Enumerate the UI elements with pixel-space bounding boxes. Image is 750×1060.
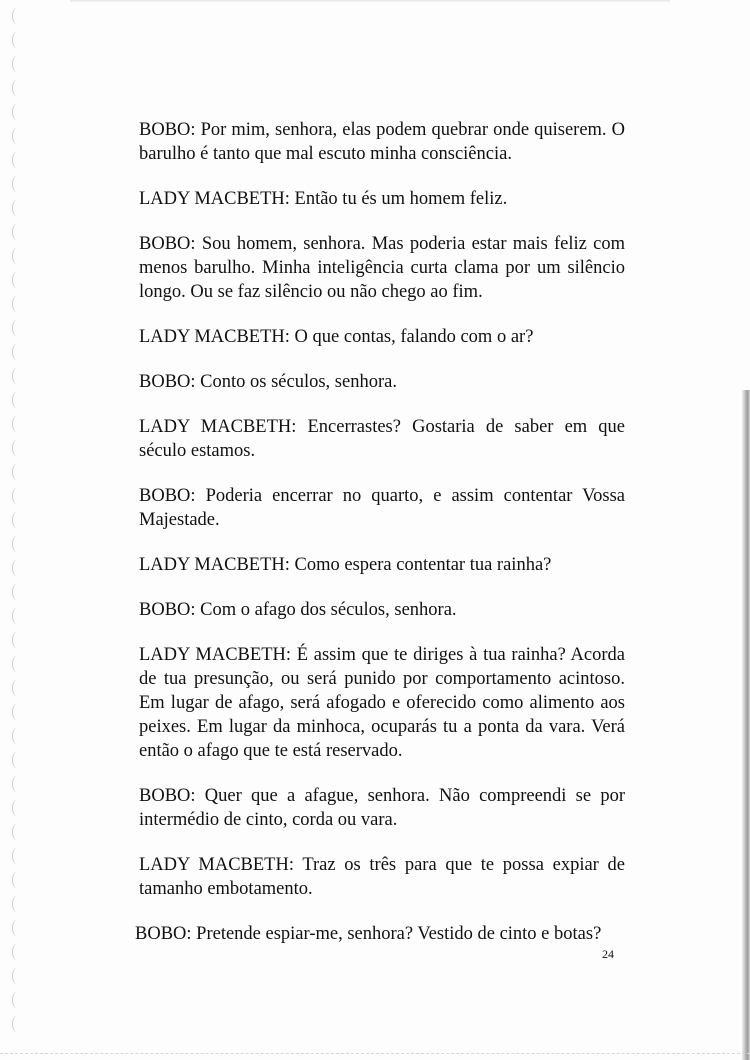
dialogue-line: LADY MACBETH: Como espera contentar tua rainha? [139,555,552,575]
binding-hole [12,368,22,384]
binding-holes [12,8,34,1048]
dialogue-text [135,118,625,967]
binding-hole [12,656,22,672]
binding-hole [12,536,22,552]
binding-hole [12,464,22,480]
binding-hole [12,8,22,24]
binding-hole [12,392,22,408]
binding-hole [12,776,22,792]
binding-hole [12,200,22,216]
binding-hole [12,848,22,864]
dialogue-line: LADY MACBETH: O que contas, falando com o ar? [139,327,534,347]
dialogue-line: BOBO: Por mim, senhora, elas podem quebrar onde quiserem. O barulho é tanto que mal escuto minha consciência. [139,120,625,164]
dialogue-line: BOBO: Poderia encerrar no quarto, e assim contentar Vossa Majestade. [139,486,625,530]
dialogue-line: BOBO: Sou homem, senhora. Mas poderia estar mais feliz com menos barulho. Minha inteligência curta clama por um silêncio longo. Ou se faz silêncio ou não chego ao fim. [139,234,625,302]
binding-hole [12,824,22,840]
dialogue-line: BOBO: Quer que a afague, senhora. Não compreendi se por intermédio de cinto, corda ou vara. [139,786,625,830]
binding-hole [12,104,22,120]
binding-hole [12,128,22,144]
binding-hole [12,944,22,960]
binding-hole [12,896,22,912]
binding-hole [12,968,22,984]
binding-hole [12,920,22,936]
binding-hole [12,608,22,624]
dialogue-line: LADY MACBETH: É assim que te diriges à tua rainha? Acorda de tua presunção, ou será punido por comportamento acintoso. Em lugar de afago, será afogado e oferecido como alimento aos peixes. Em lugar da minhoca, ocuparás tu a ponta da vara. Verá então o afago que te está reservado. [139,645,625,761]
binding-hole [12,416,22,432]
binding-hole [12,752,22,768]
binding-hole [12,224,22,240]
dialogue-line: LADY MACBETH: Encerrastes? Gostaria de saber em que século estamos. [139,417,625,461]
binding-hole [12,296,22,312]
page-number: 24 [602,947,614,961]
scan-top-edge [70,0,670,3]
binding-hole [12,872,22,888]
binding-hole [12,680,22,696]
binding-hole [12,584,22,600]
binding-hole [12,272,22,288]
dialogue-line: LADY MACBETH: Então tu és um homem feliz. [139,189,508,209]
scan-bottom-edge [0,1053,750,1060]
binding-hole [12,488,22,504]
binding-hole [12,320,22,336]
binding-hole [12,344,22,360]
binding-hole [12,1016,22,1032]
binding-hole [12,632,22,648]
binding-hole [12,992,22,1008]
binding-hole [12,56,22,72]
binding-hole [12,800,22,816]
dialogue-line: BOBO: Com o afago dos séculos, senhora. [139,600,457,620]
binding-hole [12,512,22,528]
binding-hole [12,32,22,48]
binding-hole [12,248,22,264]
binding-hole [12,440,22,456]
binding-hole [12,728,22,744]
dialogue-line: BOBO: Conto os séculos, senhora. [139,372,397,392]
dialogue-line: BOBO: Pretende espiar-me, senhora? Vestido de cinto e botas? [135,924,602,944]
binding-hole [12,80,22,96]
scan-right-edge [742,390,750,1060]
binding-hole [12,176,22,192]
binding-hole [12,560,22,576]
dialogue-line: LADY MACBETH: Traz os três para que te possa expiar de tamanho embotamento. [139,855,625,899]
binding-hole [12,704,22,720]
binding-hole [12,152,22,168]
